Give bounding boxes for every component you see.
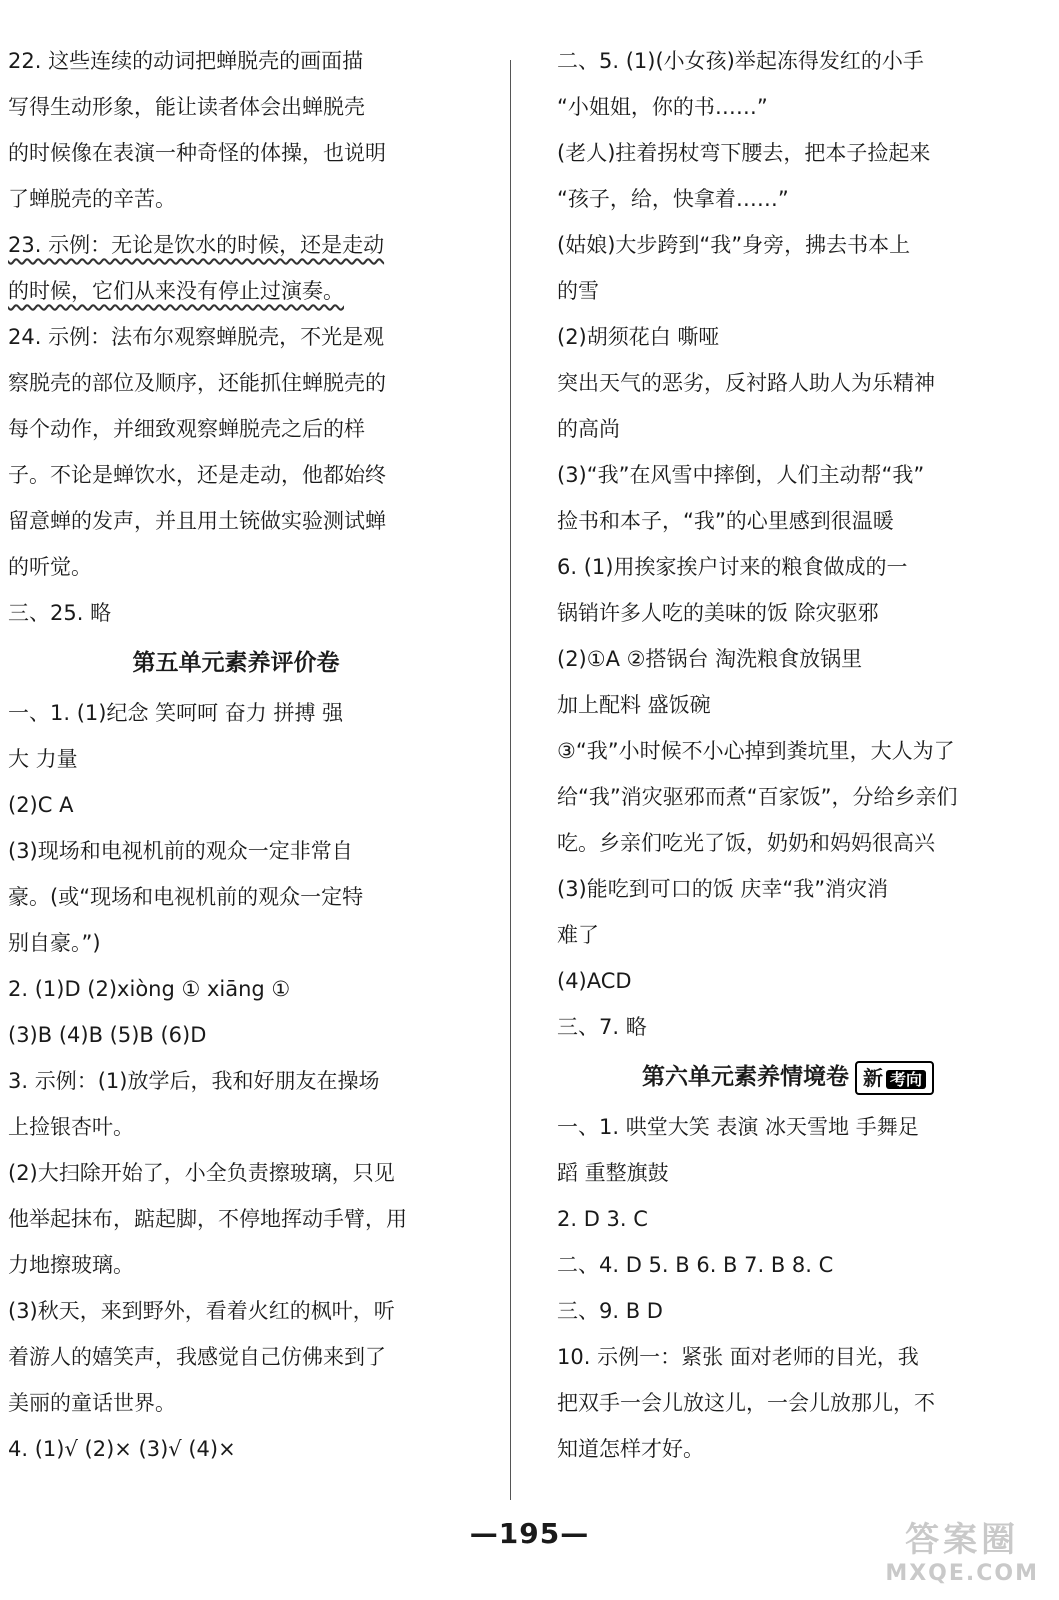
section-heading-text: 第五单元素养评价卷 [132, 650, 340, 676]
answer-line: 加上配料 盛饭碗 [557, 693, 711, 717]
column-divider [510, 60, 511, 1500]
answer-line: 每个动作，并细致观察蝉脱壳之后的样 [8, 417, 365, 441]
answer-line: 二、4. D 5. B 6. B 7. B 8. C [557, 1253, 834, 1277]
answer-line: 知道怎样才好。 [557, 1437, 704, 1461]
answer-line: 了蝉脱壳的辛苦。 [8, 187, 176, 211]
answer-line: (2)大扫除开始了，小全负责擦玻璃，只见 [8, 1161, 395, 1185]
answer-line: (2)C A [8, 793, 74, 817]
watermark-text: 答案圈 [905, 1520, 1020, 1560]
answer-line: (老人)拄着拐杖弯下腰去，把本子捡起来 [557, 141, 931, 165]
answer-line: 大 力量 [8, 747, 78, 771]
new-badge [855, 1061, 934, 1095]
answer-line: 锅销许多人吃的美味的饭 除灾驱邪 [557, 601, 879, 625]
answer-line: “孩子，给，快拿着……” [557, 187, 789, 211]
answer-line: 的时候像在表演一种奇怪的体操，也说明 [8, 141, 386, 165]
badge-sublabel: 考向 [886, 1070, 926, 1089]
answer-line: 的听觉。 [8, 555, 92, 579]
answer-line: 一、1. (1)纪念 笑呵呵 奋力 拼搏 强 [8, 701, 344, 725]
watermark-logo [885, 1512, 1039, 1586]
answer-line: 别自豪。”) [8, 931, 101, 955]
section-heading [8, 636, 464, 690]
watermark-url: MXQE.COM [885, 1561, 1039, 1586]
section-heading-text: 第六单元素养情境卷 [641, 1064, 849, 1090]
answer-line: 留意蝉的发声，并且用土铳做实验测试蝉 [8, 509, 386, 533]
answer-line: (3)现场和电视机前的观众一定非常自 [8, 839, 353, 863]
answer-line: (3)B (4)B (5)B (6)D [8, 1023, 207, 1047]
answer-line: (3)能吃到可口的饭 庆幸“我”消灾消 [557, 877, 889, 901]
answer-line: (3)秋天，来到野外，看着火红的枫叶，听 [8, 1299, 395, 1323]
answer-line: 豪。(或“现场和电视机前的观众一定特 [8, 885, 364, 909]
answer-line: 他举起抹布，踮起脚，不停地挥动手臂，用 [8, 1207, 407, 1231]
answer-line: 23. 示例：无论是饮水的时候，还是走动 [8, 233, 385, 257]
answer-line: 6. (1)用挨家挨户讨来的粮食做成的一 [557, 555, 908, 579]
answer-line: 4. (1)√ (2)× (3)√ (4)× [8, 1437, 236, 1461]
answer-line: 吃。乡亲们吃光了饭，奶奶和妈妈很高兴 [557, 831, 935, 855]
answer-line: (姑娘)大步跨到“我”身旁，拂去书本上 [557, 233, 911, 257]
answer-line: 22. 这些连续的动词把蝉脱壳的画面描 [8, 49, 364, 73]
answer-line: 察脱壳的部位及顺序，还能抓住蝉脱壳的 [8, 371, 386, 395]
answer-line: 突出天气的恶劣，反衬路人助人为乐精神 [557, 371, 935, 395]
answer-line: 着游人的嬉笑声，我感觉自己仿佛来到了 [8, 1345, 386, 1369]
answer-line: 美丽的童话世界。 [8, 1391, 176, 1415]
answer-line: 24. 示例：法布尔观察蝉脱壳，不光是观 [8, 325, 385, 349]
answer-line: 难了 [557, 923, 599, 947]
answer-line: (2)胡须花白 嘶哑 [557, 325, 720, 349]
answer-line: 一、1. 哄堂大笑 表演 冰天雪地 手舞足 [557, 1115, 919, 1139]
answer-line: 二、5. (1)(小女孩)举起冻得发红的小手 [557, 49, 924, 73]
page-number: —195— [469, 1517, 590, 1550]
right-column [557, 38, 1019, 1472]
answer-line: 的雪 [557, 279, 599, 303]
answer-line: ③“我”小时候不小心掉到粪坑里，大人为了 [557, 739, 955, 763]
answer-line: (2)①A ②搭锅台 淘洗粮食放锅里 [557, 647, 863, 671]
answer-line: 10. 示例一：紧张 面对老师的目光，我 [557, 1345, 919, 1369]
answer-line: “小姐姐，你的书……” [557, 95, 768, 119]
left-column [8, 38, 464, 1472]
answer-line: 三、9. B D [557, 1299, 663, 1323]
section-heading [557, 1050, 1019, 1104]
answer-line: 上捡银杏叶。 [8, 1115, 134, 1139]
answer-line: (3)“我”在风雪中摔倒，人们主动帮“我” [557, 463, 925, 487]
answer-line: 3. 示例：(1)放学后，我和好朋友在操场 [8, 1069, 380, 1093]
answer-line: 的高尚 [557, 417, 620, 441]
badge-label: 新 [862, 1065, 883, 1090]
answer-line: 三、25. 略 [8, 601, 112, 625]
answer-line: 蹈 重整旗鼓 [557, 1161, 669, 1185]
answer-line: 力地擦玻璃。 [8, 1253, 134, 1277]
answer-line: 2. D 3. C [557, 1207, 648, 1231]
answer-line: (4)ACD [557, 969, 632, 993]
answer-line: 子。不论是蝉饮水，还是走动，他都始终 [8, 463, 386, 487]
answer-line: 2. (1)D (2)xiòng ① xiāng ① [8, 977, 291, 1001]
answer-line: 捡书和本子，“我”的心里感到很温暖 [557, 509, 894, 533]
answer-line: 的时候，它们从来没有停止过演奏。 [8, 279, 344, 303]
answer-line: 把双手一会儿放这儿，一会儿放那儿，不 [557, 1391, 935, 1415]
answer-line: 写得生动形象，能让读者体会出蝉脱壳 [8, 95, 365, 119]
answer-line: 给“我”消灾驱邪而煮“百家饭”，分给乡亲们 [557, 785, 958, 809]
answer-line: 三、7. 略 [557, 1015, 647, 1039]
